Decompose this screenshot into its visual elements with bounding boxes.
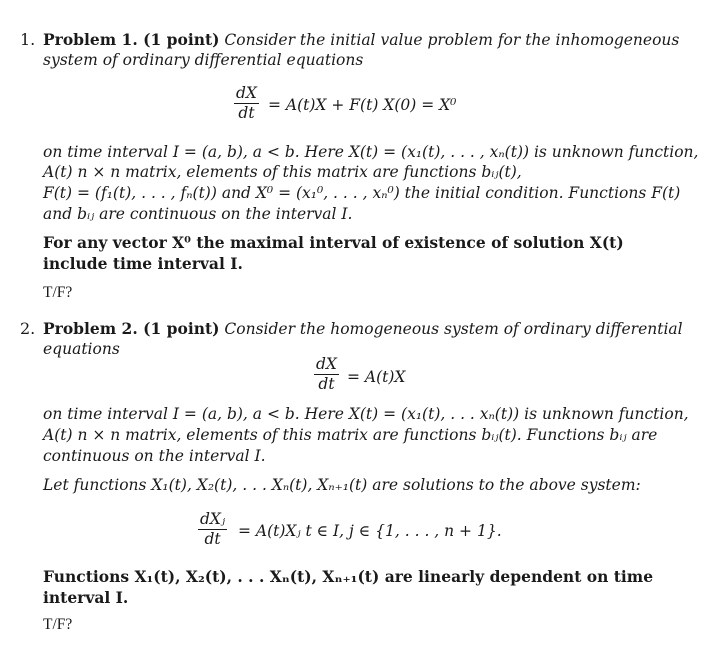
problem-intro: Consider the initial value problem for the inhomogeneous [224,31,680,49]
problem-number: 2. [20,319,36,338]
equation-fraction [198,511,227,548]
body-line: F(t) = (f₁(t), . . . , fₙ(t)) and X⁰ = (x₁⁰, . . . , xₙ⁰) the initial condition. Functions F(t) [43,184,681,202]
equation-rhs: = A(t)X + F(t) X(0) = X⁰ [268,96,457,114]
problem-number: 1. [20,30,36,49]
body-line: on time interval I = (a, b), a < b. Here X(t) = (x₁(t), . . . , xₙ(t)) is unknown function, [43,143,699,161]
statement-line: interval I. [43,588,129,607]
equation-rhs: = A(t)X [347,368,406,386]
fraction-denominator: dt [318,375,335,394]
body-line: and bᵢⱼ are continuous on the interval I. [43,205,353,223]
equation-fraction [314,356,339,393]
body-line: A(t) n × n matrix, elements of this matrix are functions bᵢⱼ(t), [43,163,522,181]
fraction-denominator: dt [238,104,255,123]
fraction-denominator: dt [204,530,221,549]
problem-header [43,319,683,338]
problem-title: Problem 2. (1 point) [43,319,220,338]
fraction-numerator: dXⱼ [200,510,226,528]
body-line: continuous on the interval I. [43,447,266,465]
problem-intro-cont: system of ordinary differential equations [43,51,364,69]
problem-intro: Consider the homogeneous system of ordinary differential [224,320,683,338]
equation-rhs: = A(t)Xⱼ t ∈ I, j ∈ {1, . . . , n + 1}. [238,522,502,540]
statement-line: Functions X₁(t), X₂(t), . . . Xₙ(t), Xₙ₊₁(t) are linearly dependent on time [43,567,654,586]
body-line: on time interval I = (a, b), a < b. Here X(t) = (x₁(t), . . . xₙ(t)) is unknown function, [43,405,689,423]
statement-line: For any vector X⁰ the maximal interval of existence of solution X(t) [43,233,624,252]
answer-prompt: T/F? [43,616,73,633]
body-line: A(t) n × n matrix, elements of this matrix are functions bᵢⱼ(t). Functions bᵢⱼ are [43,426,658,444]
problem-intro-cont: equations [43,340,120,358]
answer-prompt: T/F? [43,284,73,301]
problem-header [43,30,679,49]
fraction-numerator: dX [316,355,337,373]
fraction-numerator: dX [236,84,257,102]
let-line: Let functions X₁(t), X₂(t), . . . Xₙ(t), Xₙ₊₁(t) are solutions to the above system: [43,476,641,494]
statement-line: include time interval I. [43,254,243,273]
equation-fraction [234,85,259,122]
problem-title: Problem 1. (1 point) [43,30,220,49]
